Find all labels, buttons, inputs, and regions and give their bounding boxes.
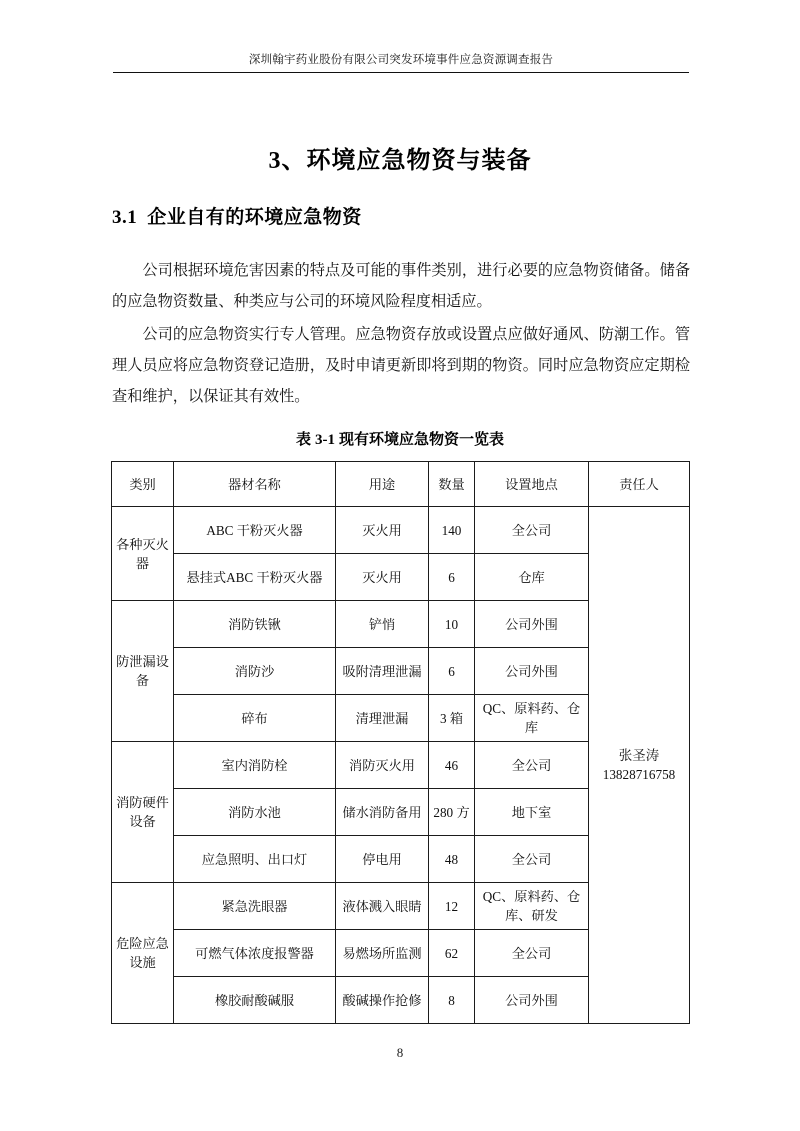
cell-category: 消防硬件设备	[112, 742, 174, 883]
cell-equipment-name: ABC 干粉灭火器	[174, 507, 336, 554]
cell-quantity: 280 方	[429, 789, 475, 836]
cell-equipment-name: 消防沙	[174, 648, 336, 695]
column-header-equipment-name: 器材名称	[174, 462, 336, 507]
cell-location: 公司外围	[475, 601, 589, 648]
cell-equipment-name: 紧急洗眼器	[174, 883, 336, 930]
cell-quantity: 3 箱	[429, 695, 475, 742]
cell-quantity: 6	[429, 648, 475, 695]
cell-use: 易燃场所监测	[336, 930, 429, 977]
cell-use: 消防灭火用	[336, 742, 429, 789]
cell-equipment-name: 应急照明、出口灯	[174, 836, 336, 883]
cell-use: 液体溅入眼睛	[336, 883, 429, 930]
cell-use: 酸碱操作抢修	[336, 977, 429, 1024]
cell-use: 铲悄	[336, 601, 429, 648]
paragraph-1-container	[112, 255, 690, 317]
cell-location: 全公司	[475, 930, 589, 977]
paragraph-2-container	[112, 319, 690, 412]
column-header-responsible: 责任人	[589, 462, 690, 507]
emergency-materials-table-wrapper	[111, 461, 689, 1024]
table-head	[112, 462, 690, 507]
table-caption-number: 3-1	[315, 432, 335, 448]
cell-location: 公司外围	[475, 977, 589, 1024]
cell-quantity: 10	[429, 601, 475, 648]
table-caption	[0, 428, 800, 449]
section-number: 3.1	[112, 207, 138, 228]
section-heading	[112, 202, 362, 229]
table-header-row	[112, 462, 690, 507]
cell-location: 地下室	[475, 789, 589, 836]
cell-location: 全公司	[475, 507, 589, 554]
emergency-materials-table	[111, 461, 690, 1024]
cell-responsible-person	[589, 507, 690, 1024]
cell-quantity: 12	[429, 883, 475, 930]
cell-category: 各种灭火器	[112, 507, 174, 601]
column-header-category: 类别	[112, 462, 174, 507]
cell-quantity: 6	[429, 554, 475, 601]
column-header-location: 设置地点	[475, 462, 589, 507]
cell-use: 储水消防备用	[336, 789, 429, 836]
header-rule	[113, 72, 689, 73]
page-number: 8	[396, 1045, 404, 1060]
table-body	[112, 507, 690, 1024]
responsible-person-phone: 13828716758	[602, 767, 676, 782]
cell-quantity: 46	[429, 742, 475, 789]
cell-quantity: 48	[429, 836, 475, 883]
cell-equipment-name: 室内消防栓	[174, 742, 336, 789]
cell-equipment-name: 碎布	[174, 695, 336, 742]
cell-equipment-name: 消防铁锹	[174, 601, 336, 648]
table-row	[112, 507, 690, 554]
cell-quantity: 62	[429, 930, 475, 977]
table-caption-title: 现有环境应急物资一览表	[339, 432, 505, 448]
cell-equipment-name: 橡胶耐酸碱服	[174, 977, 336, 1024]
cell-category: 防泄漏设备	[112, 601, 174, 742]
running-header-text: 深圳翰宇药业股份有限公司突发环境事件应急资源调查报告	[248, 54, 554, 66]
column-header-use: 用途	[336, 462, 429, 507]
chapter-title: 3、环境应急物资与装备	[268, 148, 532, 174]
column-header-quantity: 数量	[429, 462, 475, 507]
cell-location: QC、原料药、仓库	[475, 695, 589, 742]
cell-location: 全公司	[475, 836, 589, 883]
paragraph-1: 公司根据环境危害因素的特点及可能的事件类别，进行必要的应急物资储备。储备的应急物资数量、种类应与公司的环境风险程度相适应。	[112, 262, 690, 310]
cell-quantity: 8	[429, 977, 475, 1024]
running-header	[113, 54, 689, 73]
cell-use: 灭火用	[336, 507, 429, 554]
cell-location: 全公司	[475, 742, 589, 789]
cell-equipment-name: 消防水池	[174, 789, 336, 836]
responsible-person-name: 张圣涛	[618, 748, 660, 763]
cell-use: 停电用	[336, 836, 429, 883]
section-title-text: 企业自有的环境应急物资	[147, 207, 362, 228]
cell-use: 清理泄漏	[336, 695, 429, 742]
cell-use: 灭火用	[336, 554, 429, 601]
paragraph-2: 公司的应急物资实行专人管理。应急物资存放或设置点应做好通风、防潮工作。管理人员应将应急物资登记造册，及时申请更新即将到期的物资。同时应急物资应定期检查和维护，以保证其有效性。	[112, 326, 690, 405]
cell-location: 仓库	[475, 554, 589, 601]
cell-quantity: 140	[429, 507, 475, 554]
cell-location: QC、原料药、仓库、研发	[475, 883, 589, 930]
cell-equipment-name: 可燃气体浓度报警器	[174, 930, 336, 977]
cell-category: 危险应急设施	[112, 883, 174, 1024]
cell-equipment-name: 悬挂式ABC 干粉灭火器	[174, 554, 336, 601]
cell-location: 公司外围	[475, 648, 589, 695]
cell-use: 吸附清理泄漏	[336, 648, 429, 695]
table-caption-prefix: 表	[295, 432, 311, 448]
